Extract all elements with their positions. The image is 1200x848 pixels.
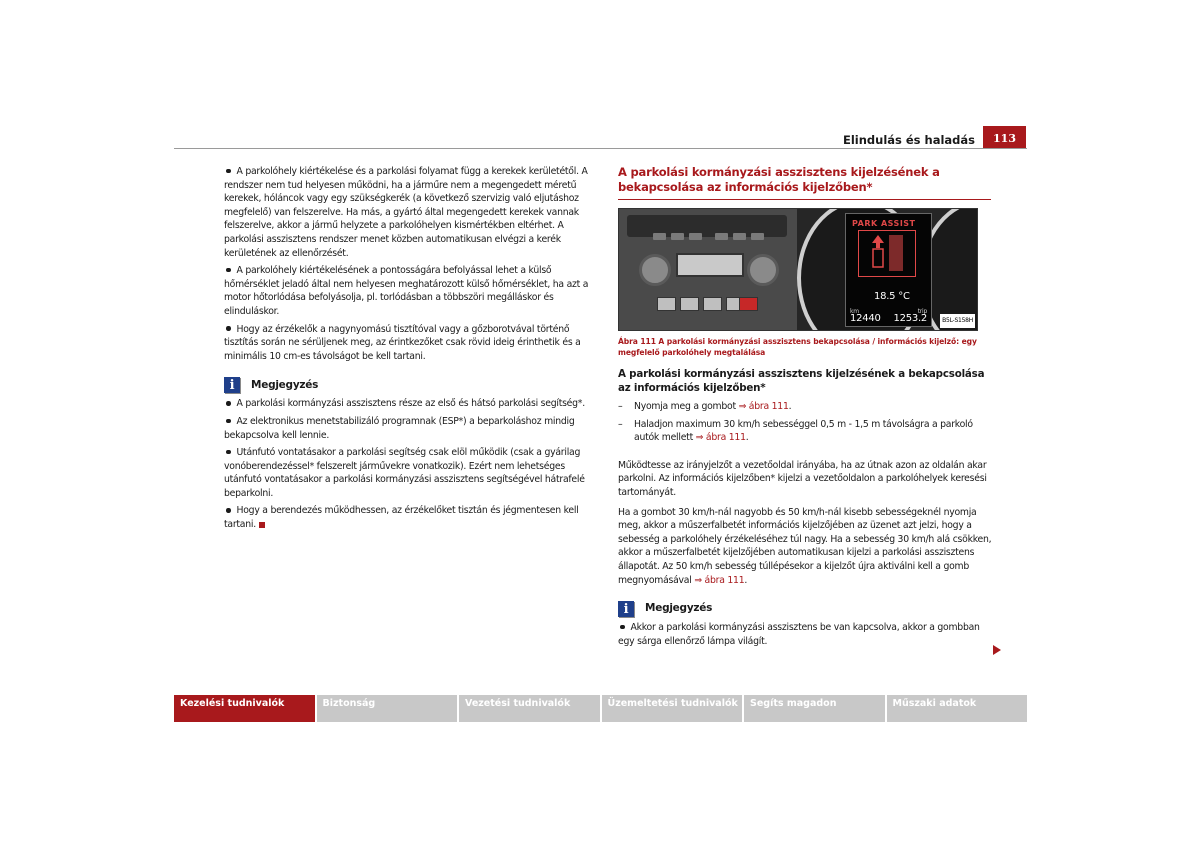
- list-item: Az elektronikus menetstabilizáló programnak (ESP*) a beparkoláshoz mindig bekapcsolva kell lennie.: [224, 415, 575, 441]
- console-button: [671, 233, 684, 240]
- display-title: PARK ASSIST: [852, 219, 916, 228]
- console-button: [733, 233, 746, 240]
- step-item: – Haladjon maximum 30 km/h sebességgel 0,5 m - 1,5 m távolságra a parkoló autók mellett ⇒ ábra 111.: [618, 418, 973, 444]
- tab-uzemeltetesi-tudnivalok[interactable]: Üzemeltetési tudnivalók: [602, 695, 743, 722]
- info-icon: i: [618, 601, 634, 617]
- tab-kezelesi-tudnivalok[interactable]: Kezelési tudnivalók: [174, 695, 315, 722]
- header-rule: [174, 148, 1027, 149]
- tab-muszaki-adatok[interactable]: Műszaki adatok: [887, 695, 1028, 722]
- heading-rule: [618, 199, 991, 200]
- climate-knob: [639, 254, 671, 286]
- list-item: Hogy az érzékelők a nagynyomású tisztítóval vagy a gőzborotvával történő tisztítás során ne sérüljenek meg, az érintkezőket csak rövid ideig érinthetik és a minimális 10 cm-es távolságot be kell tartani.: [224, 323, 581, 362]
- bullet-icon: [226, 450, 231, 455]
- center-console: [619, 209, 797, 330]
- note-title: Megjegyzés: [645, 602, 713, 615]
- subheading: A parkolási kormányzási asszisztens kijelzésének a bekapcsolása az információs kijelzőben*: [618, 368, 985, 394]
- list-item: A parkolóhely kiértékelése és a parkolási folyamat függ a kerekek kerületétől. A rendszer nem tud helyesen működni, ha a járműre nem a megengedett méretű kerekek, hóláncok vagy egy szükségkerék (a következő szervizig való eljutáshoz megfelelő) van felszerelve. Ha más, a gyártó által megengedett kerekek vannak felszerelve, akkor a jármű helyzete a parkolóhelyen kismértékben eltérhet. A parkolási asszisztens rendszer menet közben automatikusan elvégzi a kerék kerületének az ellenőrzését.: [224, 166, 588, 259]
- image-code: B5L-S158H: [940, 314, 975, 328]
- paragraph: Működtesse az irányjelzőt a vezetőoldal irányába, ha az útnak azon az oldalán akar parkolni. Az információs kijelzőben* kijelzi a vezetőoldalon a parkolóhelyek keresési tartományát.: [618, 459, 987, 498]
- list-item: Utánfutó vontatásakor a parkolási segítség csak elöl működik (csak a gyárilag vonóberendezéssel* felszerelt járművekre vonatkozik). Ezért nem lehetséges utánfutó vontatásakor a parkolási kormányzási asszisztens segítségével hátrafelé beparkolni.: [224, 447, 585, 499]
- bullet-icon: [620, 625, 625, 630]
- bullet-icon: [226, 268, 231, 273]
- tab-segits-magadon[interactable]: Segíts magadon: [744, 695, 885, 722]
- console-button: [689, 233, 702, 240]
- console-button: [680, 297, 699, 311]
- figure-caption: Ábra 111 A parkolási kormányzási asszisztens bekapcsolása / információs kijelző: egy megfelelő parkolóhely megtalálása: [618, 337, 977, 357]
- bullet-icon: [226, 419, 231, 424]
- running-header: Elindulás és haladás: [842, 133, 975, 147]
- note-header: [224, 377, 602, 393]
- step-item: – Nyomja meg a gombot ⇒ ábra 111.: [618, 401, 792, 412]
- list-item: A parkolóhely kiértékelésének a pontosságára befolyással lehet a külső hőmérséklet jeladó által nem helyesen meghatározott külső hőmérséklet, ha azt a motor hőtorlódása befolyásolja, pl. torlódásban a többszöri megálláskor és elinduláskor.: [224, 265, 589, 317]
- tab-biztonsag[interactable]: Biztonság: [317, 695, 458, 722]
- odometer-value: 12440: [850, 313, 881, 324]
- console-button: [751, 233, 764, 240]
- trip-value: 1253.2: [893, 313, 927, 324]
- figure-reference-link[interactable]: ⇒ ábra 111: [695, 432, 746, 444]
- park-assist-button: [739, 297, 758, 311]
- list-item: Akkor a parkolási kormányzási asszisztens be van kapcsolva, akkor a gombban egy sárga ellenőrző lámpa világít.: [618, 622, 980, 647]
- console-button: [703, 297, 722, 311]
- parking-space-icon: [859, 231, 915, 276]
- section-heading: A parkolási kormányzási asszisztens kijelzésének a bekapcsolása az információs kijelzőben*: [618, 165, 940, 194]
- list-item: A parkolási kormányzási asszisztens része az első és hátsó parkolási segítség*.: [224, 397, 602, 411]
- note-header: [618, 601, 996, 617]
- figure-111: [618, 208, 978, 331]
- bullet-icon: [226, 169, 231, 174]
- figure-reference-link[interactable]: ⇒ ábra 111: [738, 401, 789, 412]
- climate-knob: [747, 254, 779, 286]
- parking-graphic: [858, 230, 916, 277]
- temperature-readout: 18.5 °C: [874, 291, 910, 302]
- footer-nav: [174, 695, 1027, 722]
- right-column: [618, 165, 996, 652]
- continue-arrow-icon: [993, 645, 1001, 655]
- left-column: [224, 165, 602, 536]
- trip-label: trip: [917, 308, 927, 315]
- list-item: Hogy a berendezés működhessen, az érzékelőket tisztán és jégmentesen kell tartani.: [224, 505, 579, 531]
- climate-display: [676, 253, 744, 277]
- page-number: 113: [983, 126, 1026, 149]
- bullet-icon: [226, 508, 231, 513]
- bullet-icon: [226, 326, 231, 331]
- console-button: [653, 233, 666, 240]
- console-button: [657, 297, 676, 311]
- section-end-icon: [259, 522, 265, 528]
- paragraph: Ha a gombot 30 km/h-nál nagyobb és 50 km/h-nál kisebb sebességeknél nyomja meg, akkor a műszerfalbetét információs kijelzőjében az üzenet azt jelzi, hogy a sebesség a parkolóhely érzékeléséhez túl nagy. Ha a sebesség 30 km/h alá csökken, akkor a műszerfalbetét kijelzőjében automatikusan kijelzi a parkolási asszisztens állapotát. Az 50 km/h sebesség túllépésekor a kijelzőt újra aktiválni kell a gomb megnyomásával ⇒ ábra 111.: [618, 506, 992, 586]
- console-button: [715, 233, 728, 240]
- info-icon: i: [224, 377, 240, 393]
- figure-reference-link[interactable]: ⇒ ábra 111: [694, 574, 745, 586]
- tab-vezetesi-tudnivalok[interactable]: Vezetési tudnivalók: [459, 695, 600, 722]
- info-display: [845, 213, 932, 327]
- km-label: km: [850, 308, 859, 315]
- bullet-icon: [226, 401, 231, 406]
- note-title: Megjegyzés: [251, 378, 319, 391]
